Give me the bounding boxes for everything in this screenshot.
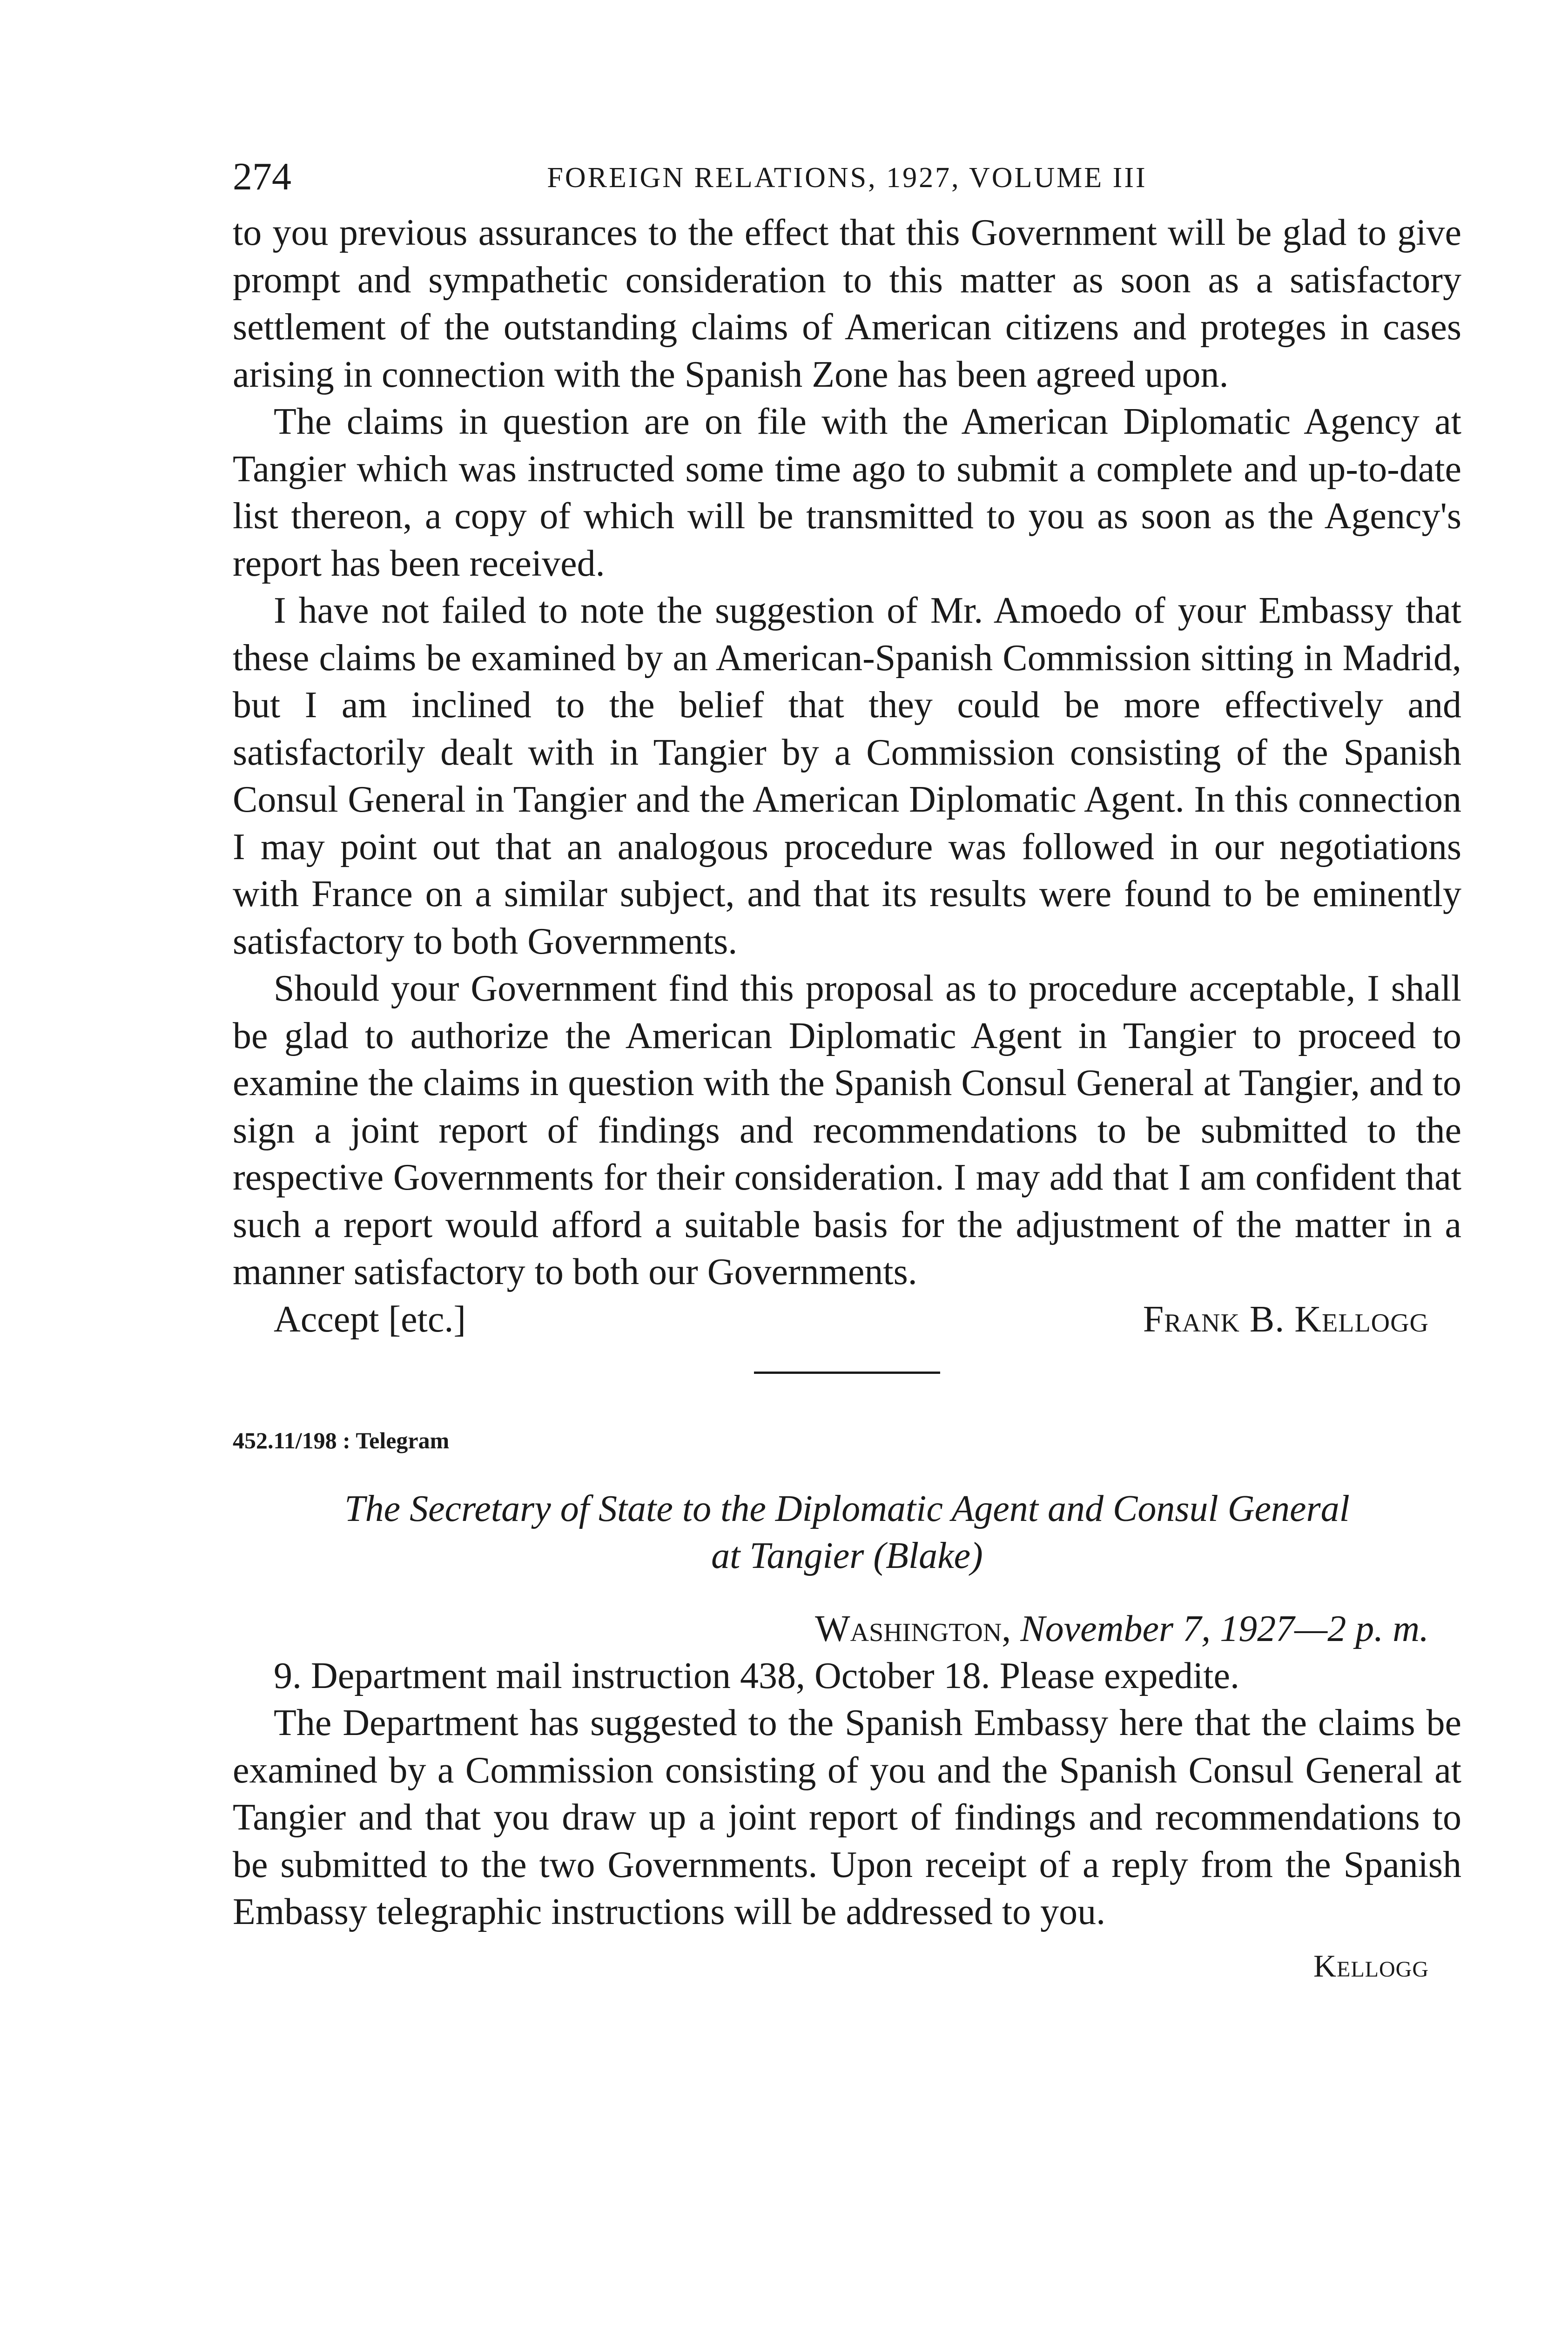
telegram-signature: Kellogg (1313, 1948, 1429, 1984)
telegram-paragraph-2: The Department has suggested to the Spanish Embassy here that the claims be examined by a Commission consisting of you and the Spanish Consul General at Tangier and that you draw up a joint report of findings and recommendations to be submitted to the two Governments. Upon receipt of a reply from the Spanish Embassy telegraphic instructions will be addressed to you. (233, 1702, 1461, 1932)
letter-paragraph-1: to you previous assurances to the effect that this Government will be glad to give prompt and sympathetic consideration to this matter as soon as a satisfactory settlement of the outstanding claims of American citizens and proteges in cases arising in connection with the Spanish Zone has been agreed upon. (233, 212, 1461, 395)
letter-paragraph-4: Should your Government find this proposal as to procedure acceptable, I shall be glad to authorize the American Diplomatic Agent in Tangier to proceed to examine the claims in question with the Spanish Consul General at Tangier, and to sign a joint report of findings and recommendations to be submitted to the respective Governments for their consideration. I may add that I am confident that such a report would afford a suitable basis for the adjustment of the matter in a manner satisfactory to both our Governments. (233, 968, 1461, 1292)
running-header (233, 154, 1461, 209)
dateline-date: November 7, 1927—2 p. m. (1020, 1608, 1429, 1649)
section-divider (754, 1372, 940, 1374)
document-heading (233, 1486, 1461, 1580)
telegram-paragraph-1: 9. Department mail instruction 438, October 18. Please expedite. (274, 1655, 1239, 1696)
document-page (233, 154, 1461, 1990)
letter-paragraph-2: The claims in question are on file with the American Diplomatic Agency at Tangier which was instructed some time ago to submit a complete and up-to-date list thereon, a copy of which will be transmitted to you as soon as the Agency's report has been received. (233, 401, 1461, 584)
running-title: FOREIGN RELATIONS, 1927, VOLUME III (547, 162, 1147, 194)
letter-closing (233, 1296, 1461, 1344)
letter-body (233, 209, 1461, 1296)
document-heading-line-1: The Secretary of State to the Diplomatic Agent and Consul General (344, 1488, 1350, 1529)
letter-signature: Frank B. Kellogg (1143, 1298, 1429, 1340)
closing-phrase: Accept [etc.] (274, 1298, 466, 1340)
document-heading-line-2: at Tangier (Blake) (711, 1535, 983, 1576)
telegram-body (233, 1653, 1461, 1936)
dateline (233, 1606, 1461, 1653)
dateline-place: Washington, (815, 1608, 1011, 1649)
page-number: 274 (233, 155, 291, 198)
letter-paragraph-3: I have not failed to note the suggestion of Mr. Amoedo of your Embassy that these claims be examined by an American-Spanish Commission sitting in Madrid, but I am inclined to the belief that they could be more effectively and satisfactorily dealt with in Tangier by a Commission consisting of the Spanish Consul General in Tangier and the American Diplomatic Agent. In this connection I may point out that an analogous procedure was followed in our negotiations with France on a similar subject, and that its results were found to be eminently satisfactory to both Governments. (233, 590, 1461, 962)
file-reference: 452.11/198 : Telegram (233, 1427, 450, 1453)
